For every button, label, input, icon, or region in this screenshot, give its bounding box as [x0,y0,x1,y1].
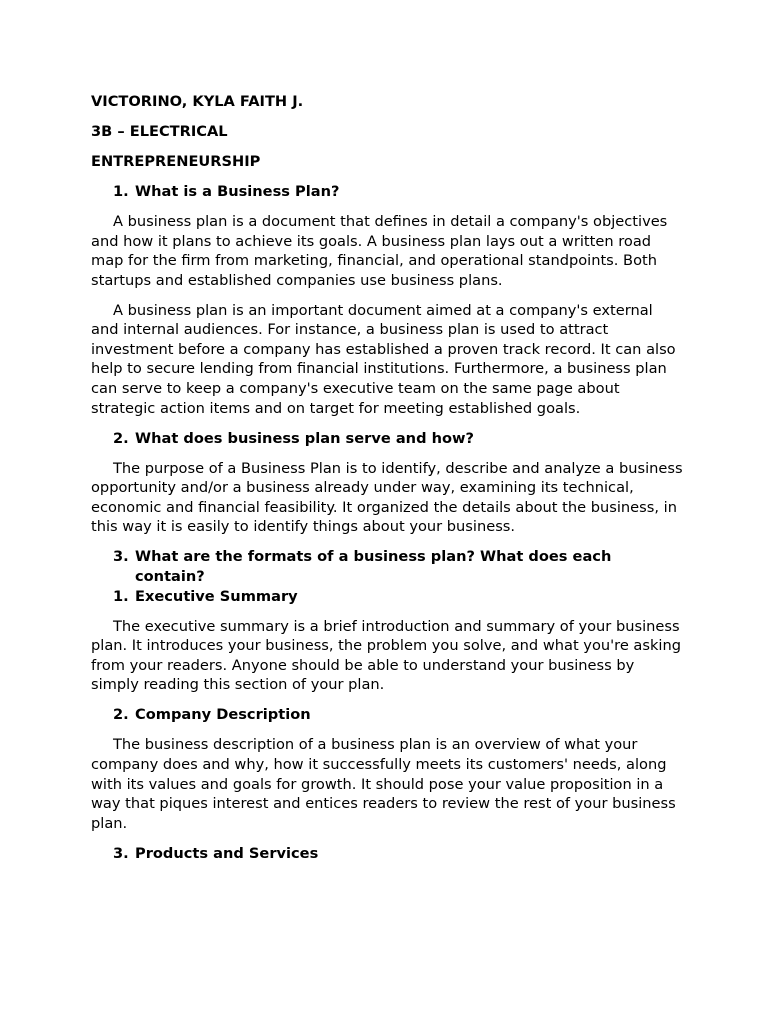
format-title: Products and Services [135,844,319,862]
format-1-paragraph: The executive summary is a brief introduction and summary of your business plan. It introduces your business, the problem you solve, and what you're asking from your readers. Anyone should be able to understand your business by simply reading this section of your plan. [91,617,681,694]
document-page [91,92,683,874]
question-2-heading [91,429,683,449]
question-title: What is a Business Plan? [135,182,340,200]
question-number: 1. [113,182,129,200]
question-title: What does business plan serve and how? [135,429,474,447]
student-name: VICTORINO, KYLA FAITH J. [91,93,304,110]
format-title: Executive Summary [135,587,298,605]
question-1-paragraph-1: A business plan is a document that defines in detail a company's objectives and how it plans to achieve its goals. A business plan lays out a written road map for the firm from marketing, financial, and operational standpoints. Both startups and established companies use business plans. [91,212,668,289]
question-2-paragraph-1: The purpose of a Business Plan is to identify, describe and analyze a business opportunity and/or a business already under way, examining its technical, economic and financial feasibility. It organized the details about the business, in this way it is easily to identify things about your business. [91,459,683,536]
question-title: What are the formats of a business plan? What does each contain? [135,548,612,585]
format-title: Company Description [135,706,311,724]
format-number: 3. [113,844,129,862]
question-number: 2. [113,429,129,447]
format-number: 2. [113,706,129,724]
subject-title: ENTREPRENEURSHIP [91,152,261,170]
question-number: 3. [113,548,129,566]
student-section: 3B – ELECTRICAL [91,122,228,140]
format-number: 1. [113,587,129,605]
format-2-heading [91,705,683,725]
format-2-paragraph: The business description of a business plan is an overview of what your company does and why, how it successfully meets its customers' needs, along with its values and goals for growth. It should pose your value proposition in a way that piques interest and entices readers to review the rest of your business plan. [91,736,676,832]
question-1-paragraph-2: A business plan is an important document aimed at a company's external and internal audiences. For instance, a business plan is used to attract investment before a company has established a proven track record. It can also help to secure lending from financial institutions. Furthermore, a business plan can serve to keep a company's executive team on the same page about strategic action items and on target for meeting established goals. [91,301,676,417]
question-1-heading [91,182,683,202]
format-1-heading [91,587,683,607]
question-3-heading [91,547,683,586]
format-3-heading [91,844,683,864]
